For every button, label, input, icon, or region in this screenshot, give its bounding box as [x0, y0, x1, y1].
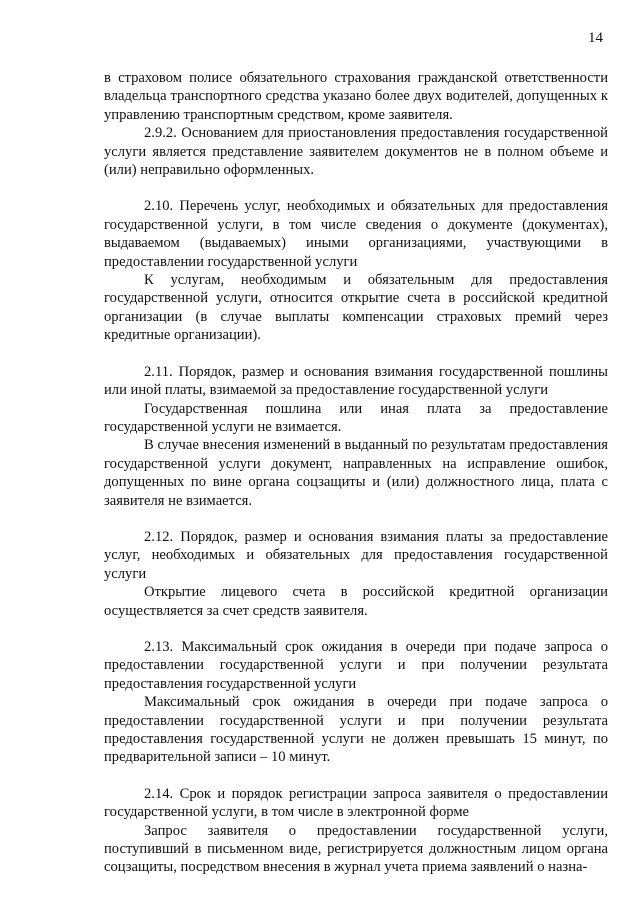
paragraph: В случае внесения изменений в выданный по результатам предоставления государственной услуги документ, направленных на исправление ошибок, допущенных по вине органа соцзащиты и (или) должностного лица, плата с заявителя не взимается. [104, 437, 608, 509]
page-number: 14 [588, 30, 603, 46]
paragraph: К услугам, необходимым и обязательным для предоставления государственной услуги, относится открытие счета в российской кредитной организации (в случае выплаты компенсации страховых премий через кредитные организации). [104, 272, 608, 344]
document-body [104, 69, 608, 877]
paragraph: 2.9.2. Основанием для приостановления предоставления государственной услуги является представление заявителем документов не в полном объеме и (или) неправильно оформленных. [104, 125, 608, 179]
paragraph: Открытие лицевого счета в российской кредитной организации осуществляется за счет средств заявителя. [104, 584, 608, 619]
section-heading: 2.10. Перечень услуг, необходимых и обязательных для предоставления государственной услуги, в том числе сведения о документе (документах), выдаваемом (выдаваемых) иными организациями, участвующими в предоставлении государственной услуги [104, 198, 608, 270]
paragraph: в страховом полисе обязательного страхования гражданской ответственности владельца транспортного средства указано более двух водителей, допущенных к управлению транспортным средством, кроме заявителя. [104, 70, 608, 123]
section-heading: 2.12. Порядок, размер и основания взимания платы за предоставление услуг, необходимых и обязательных для предоставления государственной услуги [104, 528, 608, 582]
paragraph: Максимальный срок ожидания в очереди при подаче запроса о предоставлении государственной услуги и при получении результата предоставления государственной услуги не должен превышать 15 минут, по предварительной записи – 10 минут. [104, 694, 608, 766]
section-heading: 2.13. Максимальный срок ожидания в очереди при подаче запроса о предоставлении государственной услуги и при получении результата предоставления государственной услуги [104, 638, 608, 692]
paragraph: Запрос заявителя о предоставлении государственной услуги, поступивший в письменном виде, регистрируется должностным лицом органа соцзащиты, посредством внесения в журнал учета приема заявлений о назна- [104, 822, 608, 876]
section-heading: 2.14. Срок и порядок регистрации запроса заявителя о предоставлении государственной услуги, в том числе в электронной форме [104, 785, 608, 821]
paragraph: Государственная пошлина или иная плата за предоставление государственной услуги не взимается. [104, 400, 608, 435]
section-heading: 2.11. Порядок, размер и основания взимания государственной пошлины или иной платы, взимаемой за предоставление государственной услуги [104, 363, 608, 399]
